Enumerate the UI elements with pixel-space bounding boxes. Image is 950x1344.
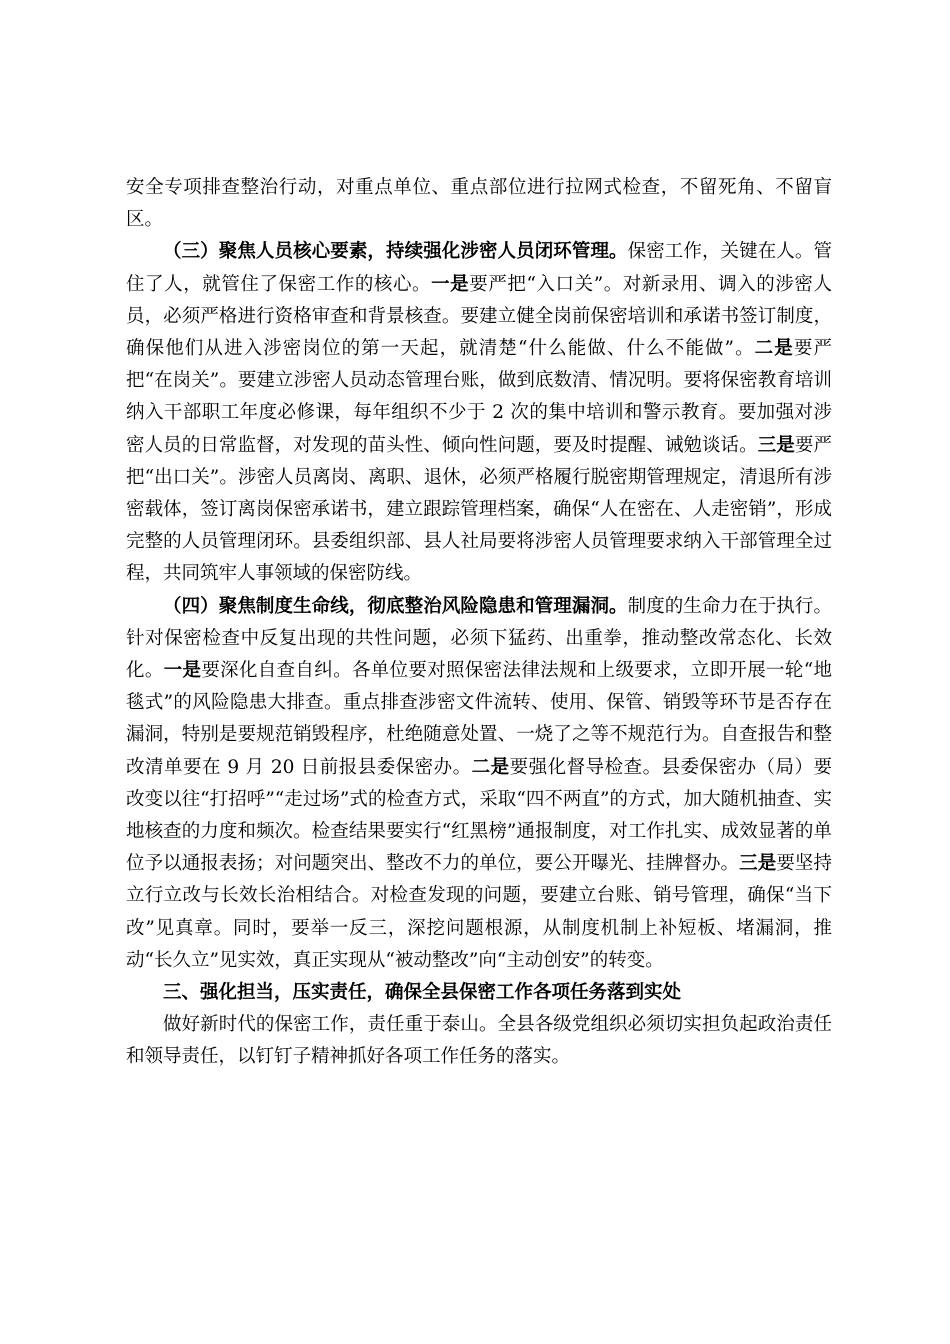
paragraph-continuation	[126, 172, 832, 236]
chapter-heading: 三、强化担当，压实责任，确保全县保密工作各项任务落到实处	[163, 982, 682, 1004]
bold-keyword: 一是	[163, 660, 202, 682]
paragraph-text: 要强化督导检查。县委保密办（局）要改变以往“打招呼”“走过场”式的检查方式，采取“四不两直”的方式，加大随机抽查、实地核查的力度和频次。检查结果要实行“红黑榜”通报制度，对工作扎实、成效显著的单位予以通报表扬；对问题突出、整改不力的单位，要公开曝光、挂牌督办。	[126, 756, 832, 875]
bold-keyword: 二是	[471, 756, 510, 778]
bold-keyword: 三是	[739, 853, 777, 875]
paragraph-text: 要严把“出口关”。涉密人员离岗、离职、退休，必须严格履行脱密期管理规定，清退所有涉密载体，签订离岗保密承诺书，建立跟踪管理档案，确保“人在密在、人走密销”，形成完整的人员管理闭环。县委组织部、县人社局要将涉密人员管理要求纳入干部管理全过程，共同筑牢人事领域的保密防线。	[126, 434, 832, 585]
paragraph-intro	[126, 1009, 832, 1073]
paragraph-text: 制度的生命力在于执行。针对保密检查中反复出现的共性问题，必须下猛药、出重拳，推动整改常态化、长效化。	[126, 595, 832, 682]
bold-keyword: 二是	[754, 338, 794, 360]
section-heading: （四）聚焦制度生命线，彻底整治风险隐患和管理漏洞。	[163, 595, 628, 617]
paragraph-text: 要坚持立行立改与长效长治相结合。对检查发现的问题，要建立台账、销号管理，确保“当下改”见真章。同时，要举一反三，深挖问题根源，从制度机制上补短板、堵漏洞，推动“长久立”见实效，真正实现从“被动整改”向“主动创安”的转变。	[126, 853, 832, 971]
bold-keyword: 三是	[757, 434, 795, 456]
paragraph-text: 做好新时代的保密工作，责任重于泰山。全县各级党组织必须切实担负起政治责任和领导责任，以钉钉子精神抓好各项工作任务的落实。	[126, 1014, 832, 1068]
bold-keyword: 一是	[431, 273, 470, 295]
paragraph-text: 要严把“入口关”。对新录用、调入的涉密人员，必须严格进行资格审查和背景核查。要建立健全岗前保密培训和承诺书签订制度，确保他们从进入涉密岗位的第一天起，就清楚“什么能做、什么不能做”。	[126, 273, 832, 360]
paragraph-section-4	[126, 591, 832, 977]
paragraph-text: 要深化自查自纠。各单位要对照保密法律法规和上级要求，立即开展一轮“地毯式”的风险隐患大排查。重点排查涉密文件流转、使用、保管、销毁等环节是否存在漏洞，特别是要规范销毁程序，杜绝随意处置、一烧了之等不规范行为。自查报告和整改清单要在 9 月 20 日前报县委保密办。	[126, 660, 832, 778]
section-heading: （三）聚焦人员核心要素，持续强化涉密人员闭环管理。	[163, 241, 628, 263]
paragraph-text: 要严把“在岗关”。要建立涉密人员动态管理台账，做到底数清、情况明。要将保密教育培训纳入干部职工年度必修课，每年组织不少于 2 次的集中培训和警示教育。要加强对涉密人员的日常监督，对发现的苗头性、倾向性问题，要及时提醒、诫勉谈话。	[126, 338, 832, 456]
paragraph-text: 保密工作，关键在人。管住了人，就管住了保密工作的核心。	[126, 241, 832, 295]
document-body	[126, 172, 832, 1074]
paragraph-text: 安全专项排查整治行动，对重点单位、重点部位进行拉网式检查，不留死角、不留盲区。	[126, 177, 832, 231]
paragraph-section-3	[126, 236, 832, 590]
